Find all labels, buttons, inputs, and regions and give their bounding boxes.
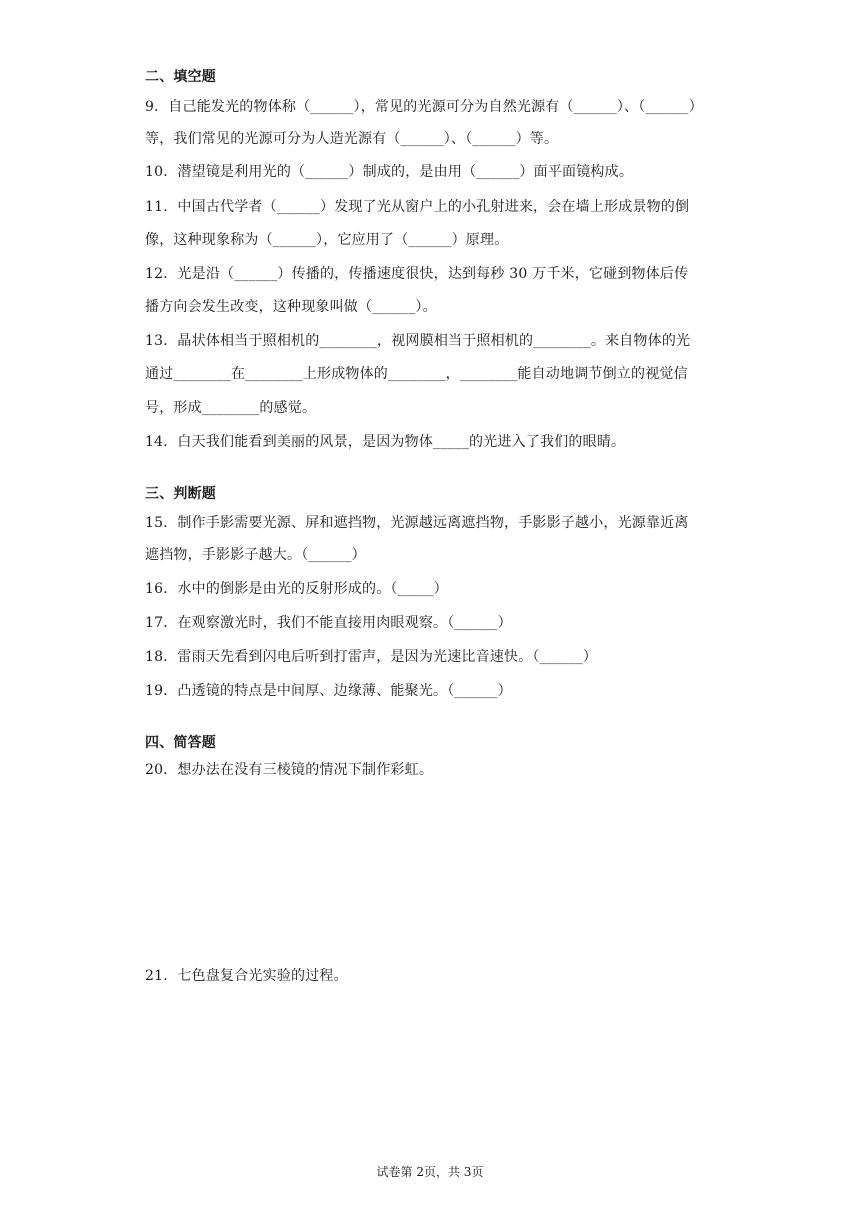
question-9-line-1: 9．自己能发光的物体称（______），常见的光源可分为自然光源有（______）、（______） [145,99,703,115]
question-13-line-1: 13．晶状体相当于照相机的________，视网膜相当于照相机的________。来自物体的光 [145,333,691,349]
question-16-line-1: 16．水中的倒影是由光的反射形成的。（_____） [145,581,448,597]
question-15-line-1: 15．制作手影需要光源、屏和遮挡物，光源越远离遮挡物，手影影子越小，光源靠近离 [145,515,689,531]
question-19-line-1: 19．凸透镜的特点是中间厚、边缘薄、能聚光。（______） [145,683,512,699]
question-15-line-2: 遮挡物，手影影子越大。（______） [145,547,366,563]
question-11-line-2: 像，这种现象称为（______），它应用了（______）原理。 [145,232,509,248]
question-11-line-1: 11．中国古代学者（______）发现了光从窗户上的小孔射进来，会在墙上形成景物的倒 [145,199,690,215]
question-9-line-2: 等，我们常见的光源可分为人造光源有（______）、（______）等。 [145,131,559,147]
question-17-line-1: 17．在观察激光时，我们不能直接用肉眼观察。（______） [145,615,512,631]
section-heading-true-false: 三、判断题 [145,486,216,502]
page-footer: 试卷第 2页，共 3页 [376,1165,484,1179]
question-13-line-2: 通过________在________上形成物体的________，________能自动地调节倒立的视觉信 [145,366,688,382]
section-heading-short-answer: 四、简答题 [145,735,216,751]
question-20-line-1: 20．想办法在没有三棱镜的情况下制作彩虹。 [145,762,434,778]
question-13-line-3: 号，形成________的感觉。 [145,400,317,416]
question-10-line-1: 10．潜望镜是利用光的（______）制成的，是由用（______）面平面镜构成。 [145,164,634,180]
section-heading-fill-in: 二、填空题 [145,69,216,85]
question-12-line-1: 12．光是沿（______）传播的，传播速度很快，达到每秒 30 万千米，它碰到物体后传 [145,266,689,282]
question-18-line-1: 18．雷雨天先看到闪电后听到打雷声，是因为光速比音速快。（______） [145,649,598,665]
question-12-line-2: 播方向会发生改变，这种现象叫做（______）。 [145,299,437,315]
question-21-line-1: 21．七色盘复合光实验的过程。 [145,968,348,984]
question-14-line-1: 14．白天我们能看到美丽的风景，是因为物体_____的光进入了我们的眼睛。 [145,434,626,450]
